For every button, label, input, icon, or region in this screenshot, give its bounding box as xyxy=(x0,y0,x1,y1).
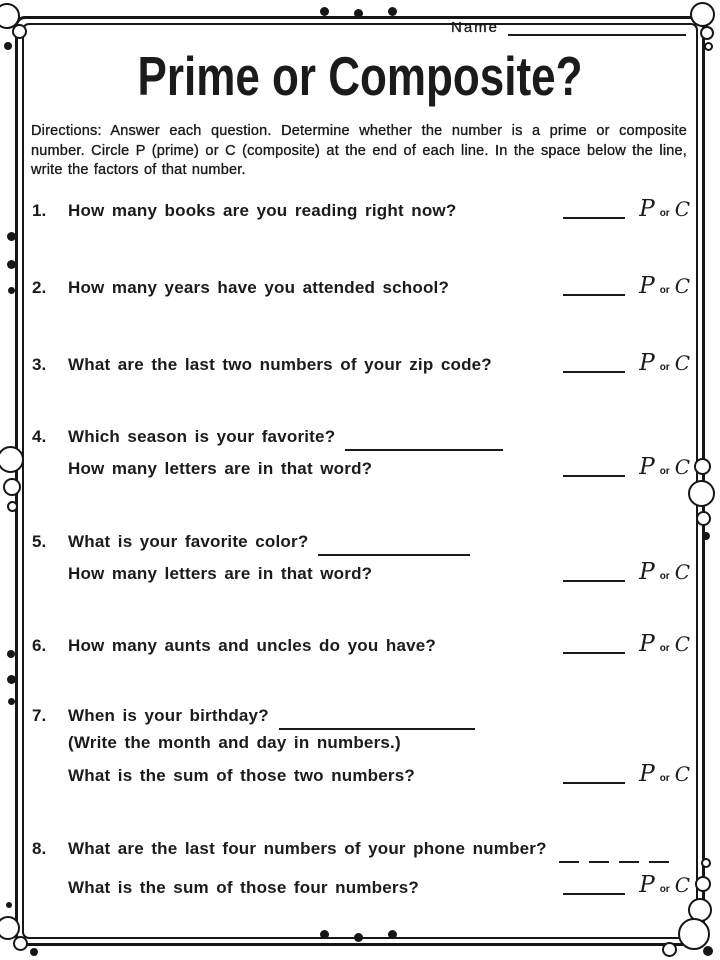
question-4 xyxy=(32,427,690,481)
decorative-circle xyxy=(690,2,715,27)
prime-option[interactable]: P xyxy=(639,196,655,222)
answer-group xyxy=(563,454,690,480)
decorative-dot xyxy=(320,930,329,939)
decorative-circle xyxy=(662,942,677,957)
phone-digit-blank[interactable] xyxy=(619,847,639,863)
answer-group xyxy=(563,761,690,787)
birthday-blank-line[interactable] xyxy=(279,714,475,730)
composite-option[interactable]: C xyxy=(674,351,690,375)
or-label: or xyxy=(659,571,670,582)
answer-group xyxy=(563,350,690,376)
decorative-dot xyxy=(8,287,15,294)
name-row xyxy=(451,18,686,36)
prime-option[interactable]: P xyxy=(639,273,655,299)
prime-or-composite-choice xyxy=(639,273,690,299)
question-text: When is your birthday? xyxy=(68,706,269,725)
question-text: How many books are you reading right now? xyxy=(68,201,457,220)
phone-digit-blank[interactable] xyxy=(559,847,579,863)
question-text: (Write the month and day in numbers.) xyxy=(68,733,401,752)
question-text: How many years have you attended school? xyxy=(68,278,450,297)
decorative-dot xyxy=(320,7,329,16)
decorative-circle xyxy=(700,26,714,40)
question-number: 8. xyxy=(32,839,47,858)
prime-or-composite-choice xyxy=(639,454,690,480)
composite-option[interactable]: C xyxy=(674,455,690,479)
decorative-dot xyxy=(7,675,16,684)
decorative-circle xyxy=(7,501,18,512)
or-label: or xyxy=(659,773,670,784)
decorative-circle xyxy=(696,511,711,526)
answer-blank-line[interactable] xyxy=(563,768,625,784)
page-title: Prime or Composite? xyxy=(137,46,583,108)
question-8 xyxy=(32,839,690,898)
answer-blank-line[interactable] xyxy=(563,461,625,477)
decorative-dot xyxy=(702,532,710,540)
decorative-dot xyxy=(7,232,16,241)
answer-blank-line[interactable] xyxy=(563,566,625,582)
question-text: How many letters are in that word? xyxy=(68,564,373,583)
answer-blank-line[interactable] xyxy=(563,280,625,296)
question-text: What is your favorite color? xyxy=(68,532,309,551)
question-text: How many aunts and uncles do you have? xyxy=(68,636,436,655)
question-number: 1. xyxy=(32,201,47,220)
or-label: or xyxy=(659,208,670,219)
question-text: What is the sum of those two numbers? xyxy=(68,766,415,785)
or-label: or xyxy=(659,466,670,477)
prime-option[interactable]: P xyxy=(639,631,655,657)
question-1 xyxy=(32,196,690,223)
phone-digit-blanks xyxy=(559,847,669,863)
answer-group xyxy=(563,196,690,222)
prime-or-composite-choice xyxy=(639,559,690,585)
decorative-dot xyxy=(7,650,15,658)
answer-blank-line[interactable] xyxy=(563,203,625,219)
prime-or-composite-choice xyxy=(639,631,690,657)
question-number: 7. xyxy=(32,706,47,725)
composite-option[interactable]: C xyxy=(674,873,690,897)
decorative-circle xyxy=(701,858,711,868)
directions-text: Directions: Answer each question. Determine whether the number is a prime or composite number. Circle P (prime) or C (composite) at the end of each line. In the space below the line, write the factors of that number. xyxy=(31,123,687,178)
decorative-dot xyxy=(354,9,363,18)
composite-option[interactable]: C xyxy=(674,762,690,786)
decorative-circle xyxy=(12,24,27,39)
composite-option[interactable]: C xyxy=(674,274,690,298)
decorative-circle xyxy=(13,936,28,951)
decorative-circle xyxy=(695,876,711,892)
answer-group xyxy=(563,273,690,299)
answer-blank-line[interactable] xyxy=(563,879,625,895)
prime-option[interactable]: P xyxy=(639,350,655,376)
question-number: 6. xyxy=(32,636,47,655)
composite-option[interactable]: C xyxy=(674,560,690,584)
or-label: or xyxy=(659,643,670,654)
answer-group xyxy=(563,631,690,657)
question-text: What is the sum of those four numbers? xyxy=(68,878,419,897)
composite-option[interactable]: C xyxy=(674,197,690,221)
answer-group xyxy=(563,559,690,585)
decorative-circle xyxy=(678,918,710,950)
decorative-circle xyxy=(694,458,711,475)
season-blank-line[interactable] xyxy=(345,435,503,451)
phone-digit-blank[interactable] xyxy=(589,847,609,863)
question-2 xyxy=(32,273,690,300)
question-number: 2. xyxy=(32,278,47,297)
decorative-dot xyxy=(703,946,713,956)
decorative-dot xyxy=(354,933,363,942)
question-text: What are the last two numbers of your zip code? xyxy=(68,355,492,374)
decorative-dot xyxy=(6,902,12,908)
name-label: Name xyxy=(450,19,499,36)
decorative-dot xyxy=(7,260,16,269)
phone-digit-blank[interactable] xyxy=(649,847,669,863)
decorative-dot xyxy=(388,930,397,939)
question-number: 5. xyxy=(32,532,47,551)
prime-or-composite-choice xyxy=(639,196,690,222)
or-label: or xyxy=(659,884,670,895)
decorative-circle xyxy=(688,480,715,507)
prime-option[interactable]: P xyxy=(639,559,655,585)
prime-or-composite-choice xyxy=(639,872,690,898)
answer-group xyxy=(563,872,690,898)
question-3 xyxy=(32,350,690,377)
answer-blank-line[interactable] xyxy=(563,357,625,373)
question-5 xyxy=(32,532,690,586)
question-7 xyxy=(32,706,690,788)
or-label: or xyxy=(659,362,670,373)
question-text: How many letters are in that word? xyxy=(68,459,373,478)
prime-option[interactable]: P xyxy=(639,761,655,787)
or-label: or xyxy=(659,285,670,296)
question-text: What are the last four numbers of your phone number? xyxy=(68,839,547,858)
question-text: Which season is your favorite? xyxy=(68,427,336,446)
name-blank-line[interactable] xyxy=(508,18,686,36)
composite-option[interactable]: C xyxy=(674,632,690,656)
prime-option[interactable]: P xyxy=(639,454,655,480)
question-number: 3. xyxy=(32,355,47,374)
decorative-dot xyxy=(388,7,397,16)
decorative-dot xyxy=(8,698,15,705)
prime-or-composite-choice xyxy=(639,350,690,376)
decorative-dot xyxy=(30,948,38,956)
question-6 xyxy=(32,631,690,658)
question-number: 4. xyxy=(32,427,47,446)
prime-option[interactable]: P xyxy=(639,872,655,898)
prime-or-composite-choice xyxy=(639,761,690,787)
decorative-circle xyxy=(3,478,21,496)
color-blank-line[interactable] xyxy=(318,540,470,556)
answer-blank-line[interactable] xyxy=(563,638,625,654)
